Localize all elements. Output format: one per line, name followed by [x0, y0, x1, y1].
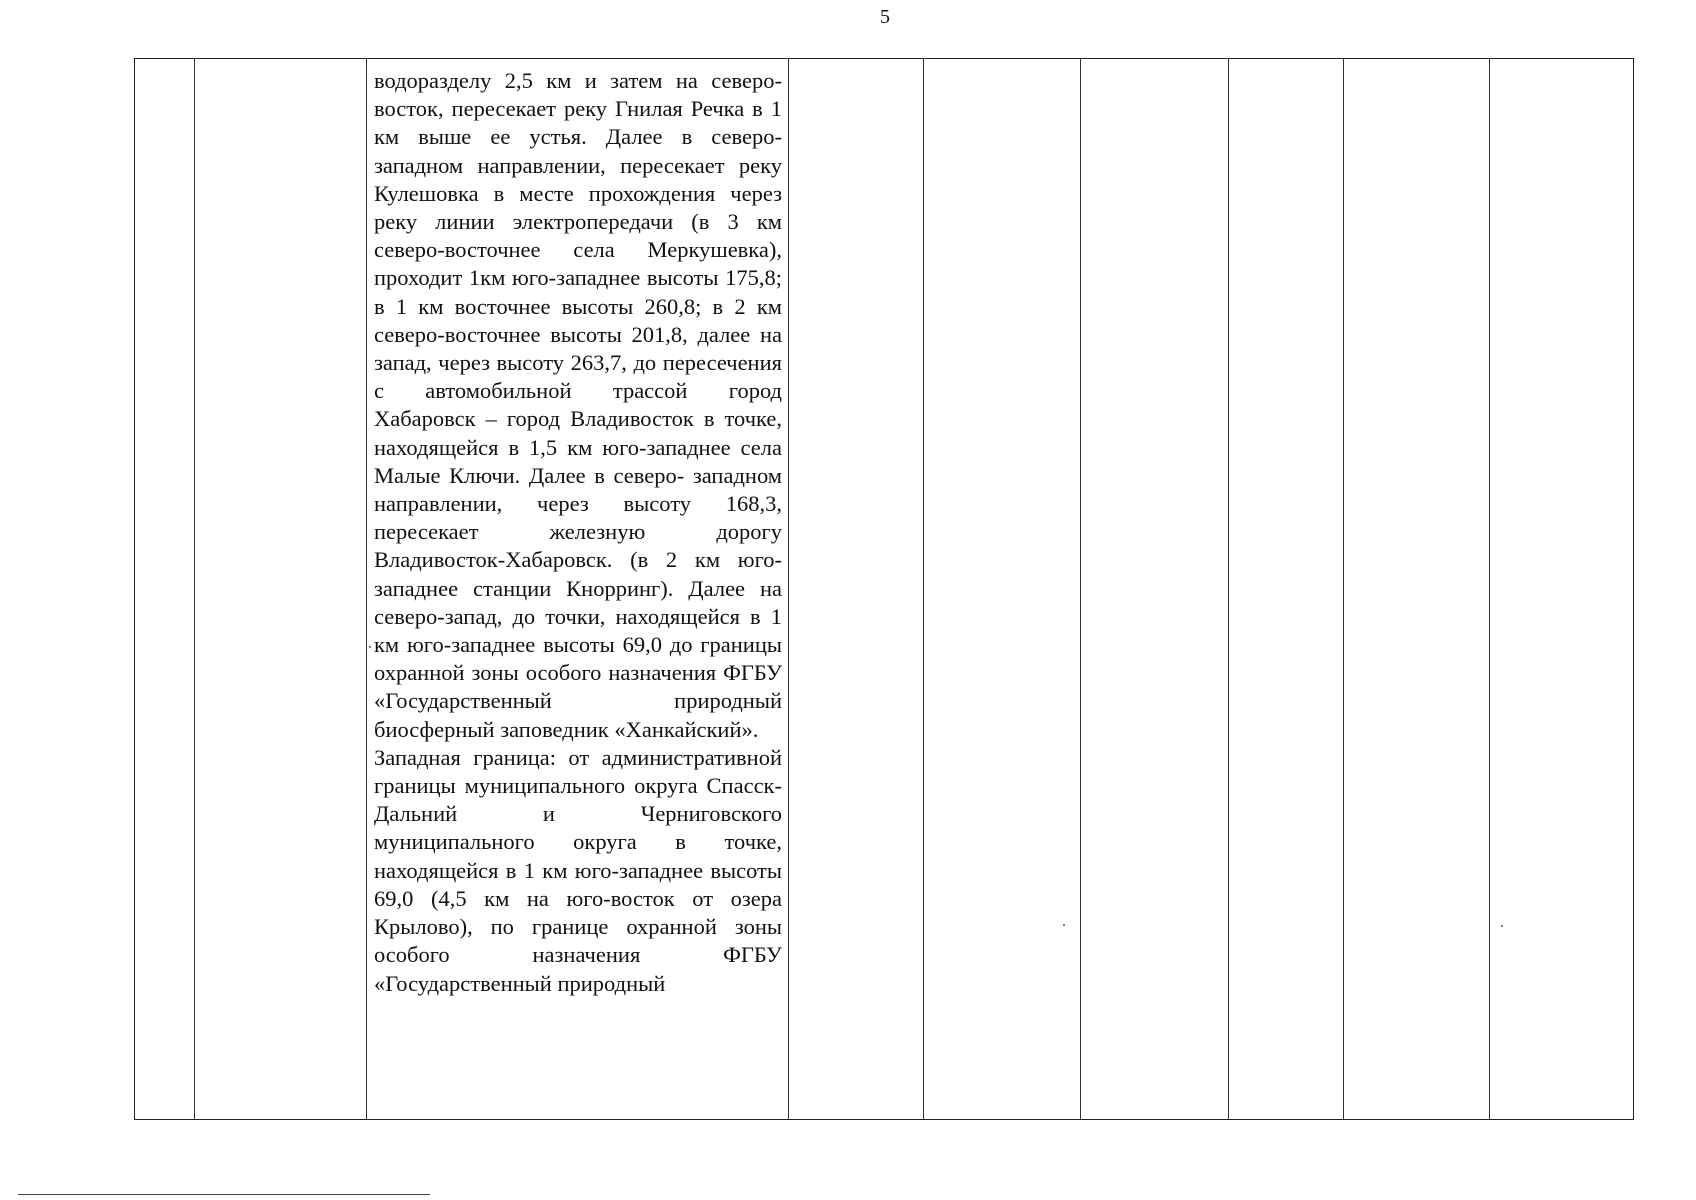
scan-speck [1063, 924, 1065, 926]
table-cell-name [194, 59, 366, 1119]
boundary-description-text [374, 67, 782, 1113]
table-cell-empty [923, 59, 1080, 1119]
table-cell-empty [1080, 59, 1228, 1119]
footnote-rule [18, 1194, 430, 1195]
boundary-paragraph: водоразделу 2,5 км и затем на северо-восток, пересекает реку Гнилая Речка в 1 км выше ее устья. Далее в северо-западном направлении, пересекает реку Кулешовка в месте прохождения через реку линии электропередачи (в 3 км северо-восточнее села Меркушевка), проходит 1км юго-западнее высоты 175,8; в 1 км восточнее высоты 260,8; в 2 км северо-восточнее высоты 201,8, далее на запад, через высоту 263,7, до пересечения с автомобильной трассой город Хабаровск – город Владивосток в точке, находящейся в 1,5 км юго-западнее села Малые Ключи. Далее в северо- западном направлении, через высоту 168,3, пересекает железную дорогу Владивосток-Хабаровск. (в 2 км юго-западнее станции Кнорринг). Далее на северо-запад, до точки, находящейся в 1 км юго-западнее высоты 69,0 до границы охранной зоны особого назначения ФГБУ «Государственный природный биосферный заповедник «Ханкайский». [374, 68, 782, 742]
table-cell-empty [1343, 59, 1489, 1119]
table-cell-empty [1489, 59, 1633, 1119]
scan-speck [1501, 925, 1503, 927]
table-cell-empty [788, 59, 923, 1119]
table-cell-number [135, 59, 194, 1119]
boundary-table [134, 58, 1634, 1120]
table-cell-empty [1228, 59, 1343, 1119]
page-number: 5 [880, 6, 890, 28]
boundary-paragraph-west: Западная граница: от административной границы муниципального округа Спасск-Дальний и Черниговского муниципального округа в точке, находящейся в 1 км юго-западнее высоты 69,0 (4,5 км на юго-восток от озера Крылово), по границе охранной зоны особого назначения ФГБУ «Государственный природный [374, 744, 782, 996]
table-cell-boundary-description [366, 59, 788, 1119]
scan-speck [369, 646, 371, 648]
